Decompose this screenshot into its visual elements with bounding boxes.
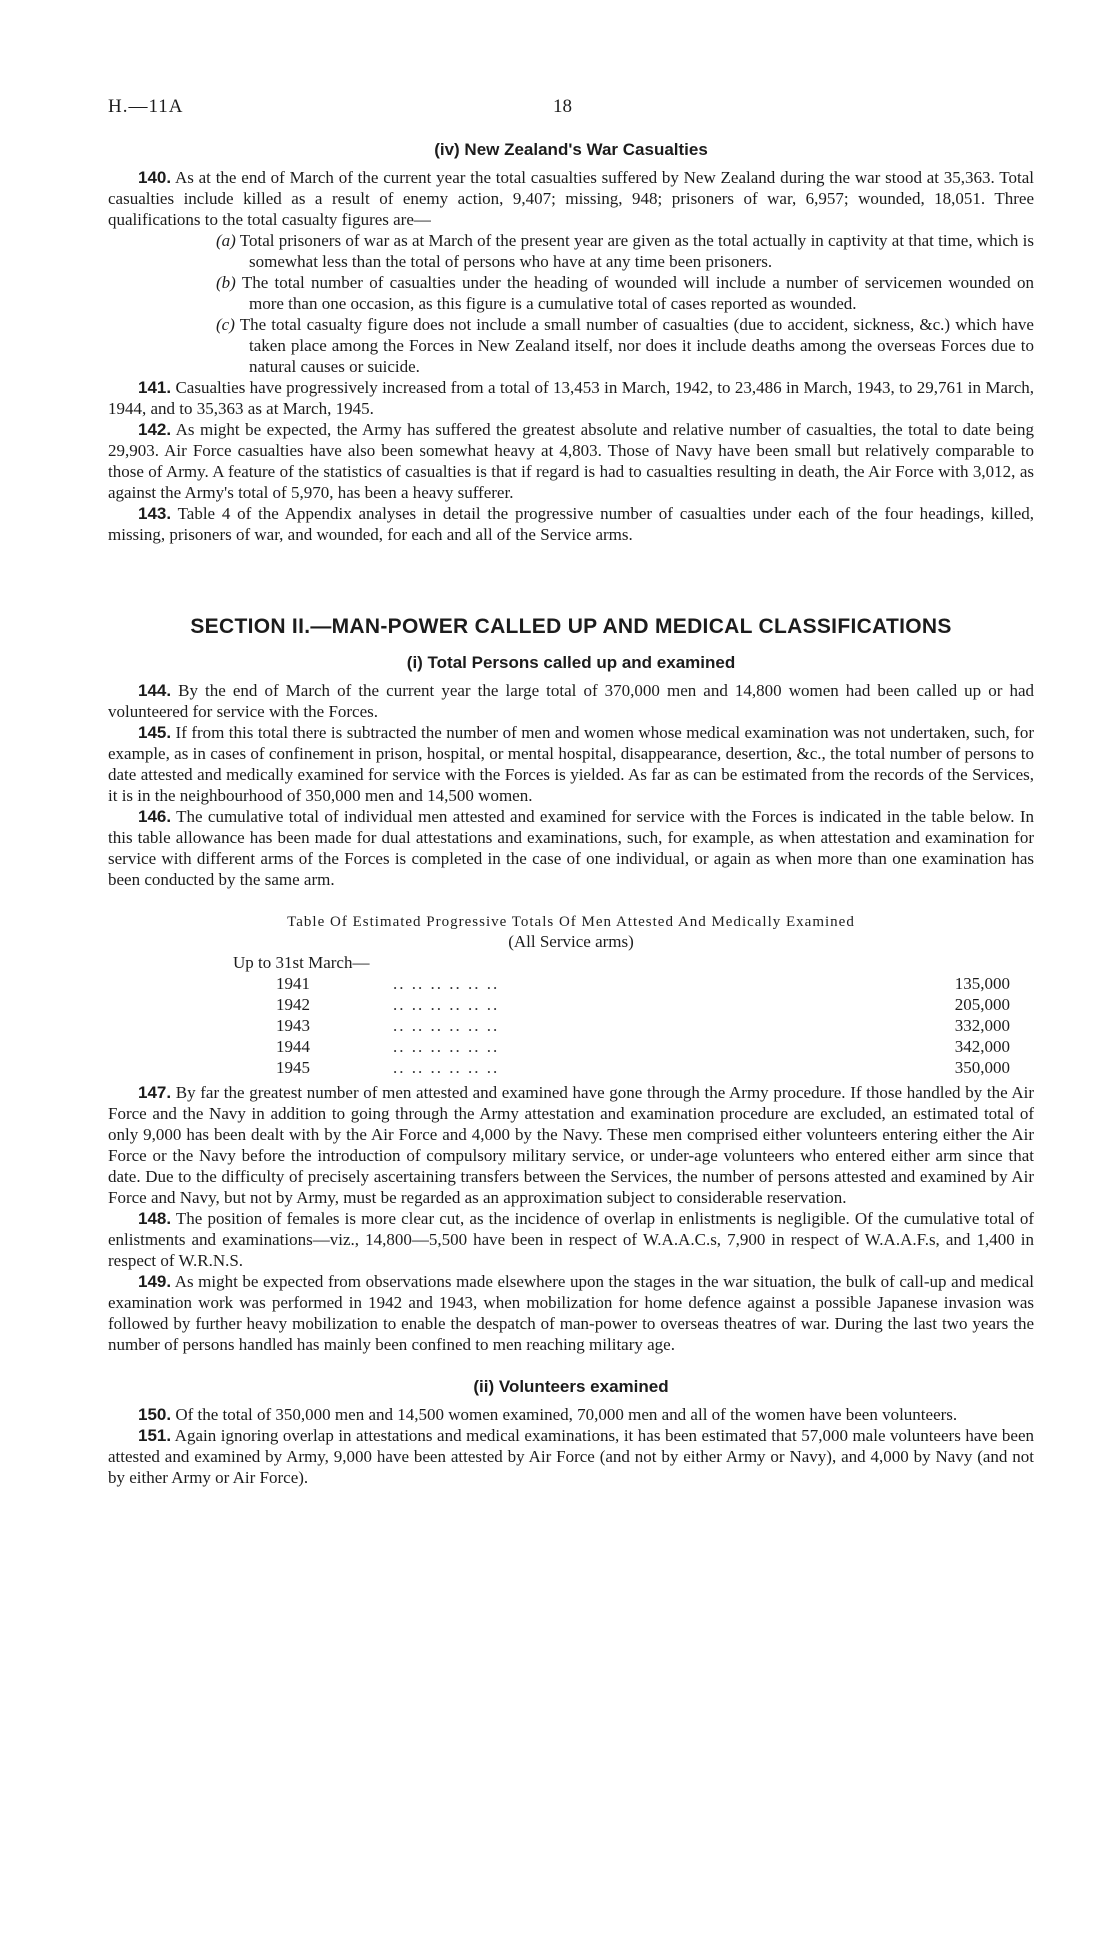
paragraph-number: 149. — [138, 1272, 172, 1291]
table-value: 350,000 — [954, 1058, 1010, 1077]
table-row — [108, 994, 1034, 1015]
paragraph-150 — [108, 1404, 1034, 1425]
report-code: H.—11A — [108, 96, 184, 117]
paragraph-number: 150. — [138, 1405, 172, 1424]
table-value: 135,000 — [954, 974, 1010, 993]
table-year: 1943 — [276, 1016, 310, 1035]
paragraph-number: 151. — [138, 1426, 172, 1445]
table-value: 342,000 — [954, 1037, 1010, 1056]
paragraph-text: As at the end of March of the current year the total casualties suffered by New Zealand during the war stood at 35,363. Total casualties include killed as a result of enemy action, 9,407; missing, 948; prisoners of war, 6,957; wounded, 18,051. Three qualifications to the total casualty figures are— — [108, 168, 1034, 229]
table-row — [108, 1015, 1034, 1036]
item-text: Total prisoners of war as at March of the present year are given as the total actually in captivity at that time, which is somewhat less than the total of persons who have at any time been prisoners. — [239, 231, 1034, 271]
paragraph-text: As might be expected from observations made elsewhere upon the stages in the war situation, the bulk of call-up and medical examination work was performed in 1942 and 1943, when mobilization for home defence against a possible Japanese invasion was followed by further heavy mobilization to enable the despatch of man-power to overseas theatres of war. During the last two years the number of persons handled has mainly been confined to men reaching military age. — [108, 1272, 1034, 1354]
item-text: The total number of casualties under the heading of wounded will include a number of servicemen wounded on more than one occasion, as this figure is a cumulative total of cases reported as wounded. — [241, 273, 1035, 313]
table-row — [108, 973, 1034, 994]
subsection-heading-called-up: (i) Total Persons called up and examined — [406, 653, 736, 672]
paragraph-141 — [108, 377, 1034, 419]
paragraph-144 — [108, 680, 1034, 722]
paragraph-146 — [108, 806, 1034, 890]
table-row-label: Up to 31st March— — [233, 953, 370, 972]
paragraph-text: Casualties have progressively increased from a total of 13,453 in March, 1942, to 23,486 in March, 1943, to 29,761 in March, 1944, and to 35,363 as at March, 1945. — [108, 378, 1034, 418]
paragraph-151 — [108, 1425, 1034, 1488]
table-leader-dots: .. .. .. .. .. .. — [393, 1037, 500, 1056]
table-row — [108, 1057, 1034, 1078]
table-year: 1945 — [276, 1058, 310, 1077]
paragraph-text: Table 4 of the Appendix analyses in detail the progressive number of casualties under each of the four headings, killed, missing, prisoners of war, and wounded, for each and all of the Service arms. — [108, 504, 1035, 544]
paragraph-number: 144. — [138, 681, 172, 700]
paragraph-text: Again ignoring overlap in attestations and medical examinations, it has been estimated that 57,000 male volunteers have been attested and examined by Army, 9,000 have been attested by Air Force (and not by either Army or Navy), and 4,000 by Navy (and not by either Army or Air Force). — [108, 1426, 1035, 1487]
page-header — [108, 96, 1034, 126]
table-year: 1942 — [276, 995, 310, 1014]
section-title: SECTION II.—MAN-POWER CALLED UP AND MEDICAL CLASSIFICATIONS — [190, 615, 952, 638]
paragraph-text: The position of females is more clear cut, as the incidence of overlap in enlistments is negligible. Of the cumulative total of enlistments and examinations—viz., 14,800—5,500 have been in respect of W.A.A.C.s, 7,900 in respect of W.A.A.F.s, and 1,400 in respect of W.R.N.S. — [108, 1209, 1034, 1270]
paragraph-text: If from this total there is subtracted the number of men and women whose medical examination was not undertaken, such, for example, as in cases of confinement in prison, hospital, or mental hospital, disappearance, desertion, &c., the total number of persons to date attested and medically examined for service with the Forces is yielded. As far as can be estimated from the records of the Services, it is in the neighbourhood of 350,000 men and 14,500 women. — [108, 723, 1034, 805]
item-letter: (a) — [216, 231, 236, 250]
table-leader-dots: .. .. .. .. .. .. — [393, 974, 500, 993]
paragraph-140 — [108, 167, 1034, 230]
qualifications-list — [108, 230, 1034, 377]
document-page — [108, 96, 1034, 1488]
table-subtitle: (All Service arms) — [508, 932, 634, 951]
table-leader-dots: .. .. .. .. .. .. — [393, 1058, 500, 1077]
paragraph-text: By the end of March of the current year the large total of 370,000 men and 14,800 women had been called up or had volunteered for service with the Forces. — [108, 681, 1034, 721]
item-letter: (b) — [216, 273, 236, 292]
paragraph-148 — [108, 1208, 1034, 1271]
paragraph-text: By far the greatest number of men attested and examined have gone through the Army procedure. If those handled by the Air Force and the Navy in addition to going through the Army attestation and examination procedure are excluded, an estimated total of only 9,000 has been dealt with by the Air Force and 4,000 by the Navy. These men comprised either volunteers entering either the Air Force or the Navy before the introduction of compulsory military service, or under-age volunteers who entered either arm since that date. Due to the difficulty of precisely ascertaining transfers between the Services, the number of persons attested and examined by Air Force and Navy, but not by Army, must be regarded as an approximation subject to considerable reservation. — [108, 1083, 1034, 1207]
paragraph-number: 148. — [138, 1209, 172, 1228]
table-leader-dots: .. .. .. .. .. .. — [393, 1016, 500, 1035]
casualties-heading: (iv) New Zealand's War Casualties — [434, 140, 708, 159]
page-number: 18 — [553, 96, 572, 117]
table-value: 332,000 — [954, 1016, 1010, 1035]
paragraph-text: As might be expected, the Army has suffered the greatest absolute and relative number of casualties, the total to date being 29,903. Air Force casualties have also been somewhat heavy at 4,803. Those of Navy have been small but relatively comparable to those of Army. A feature of the statistics of casualties is that if regard is had to casualties resulting in death, the Air Force with 3,012, as against the Army's total of 5,970, has been a heavy sufferer. — [108, 420, 1035, 502]
paragraph-number: 146. — [138, 807, 172, 826]
totals-table — [108, 952, 1034, 1078]
paragraph-number: 141. — [138, 378, 172, 397]
qualification-item-a — [108, 230, 1034, 272]
paragraph-145 — [108, 722, 1034, 806]
qualification-item-c — [108, 314, 1034, 377]
table-row — [108, 1036, 1034, 1057]
qualification-item-b — [108, 272, 1034, 314]
paragraph-text: Of the total of 350,000 men and 14,500 women examined, 70,000 men and all of the women have been volunteers. — [175, 1405, 958, 1424]
paragraph-147 — [108, 1082, 1034, 1208]
subsection-heading-volunteers: (ii) Volunteers examined — [473, 1377, 669, 1396]
paragraph-number: 147. — [138, 1083, 172, 1102]
item-text: The total casualty figure does not include a small number of casualties (due to accident, sickness, &c.) which have taken place among the Forces in New Zealand itself, nor does it include deaths among the overseas Forces due to natural causes or suicide. — [239, 315, 1034, 376]
paragraph-text: The cumulative total of individual men attested and examined for service with the Forces is indicated in the table below. In this table allowance has been made for dual attestations and examinations, such, for example, as when attestation and examination for service with different arms of the Forces is completed in the case of one individual, or again as when more than one examination has been conducted by the same arm. — [108, 807, 1034, 889]
table-year: 1941 — [276, 974, 310, 993]
paragraph-number: 145. — [138, 723, 172, 742]
paragraph-number: 143. — [138, 504, 172, 523]
table-title: Table Of Estimated Progressive Totals Of Men Attested And Medically Examined — [287, 914, 855, 930]
paragraph-number: 140. — [138, 168, 172, 187]
table-value: 205,000 — [954, 995, 1010, 1014]
table-leader-dots: .. .. .. .. .. .. — [393, 995, 500, 1014]
item-letter: (c) — [216, 315, 235, 334]
paragraph-143 — [108, 503, 1034, 545]
paragraph-149 — [108, 1271, 1034, 1355]
table-year: 1944 — [276, 1037, 310, 1056]
paragraph-number: 142. — [138, 420, 172, 439]
paragraph-142 — [108, 419, 1034, 503]
